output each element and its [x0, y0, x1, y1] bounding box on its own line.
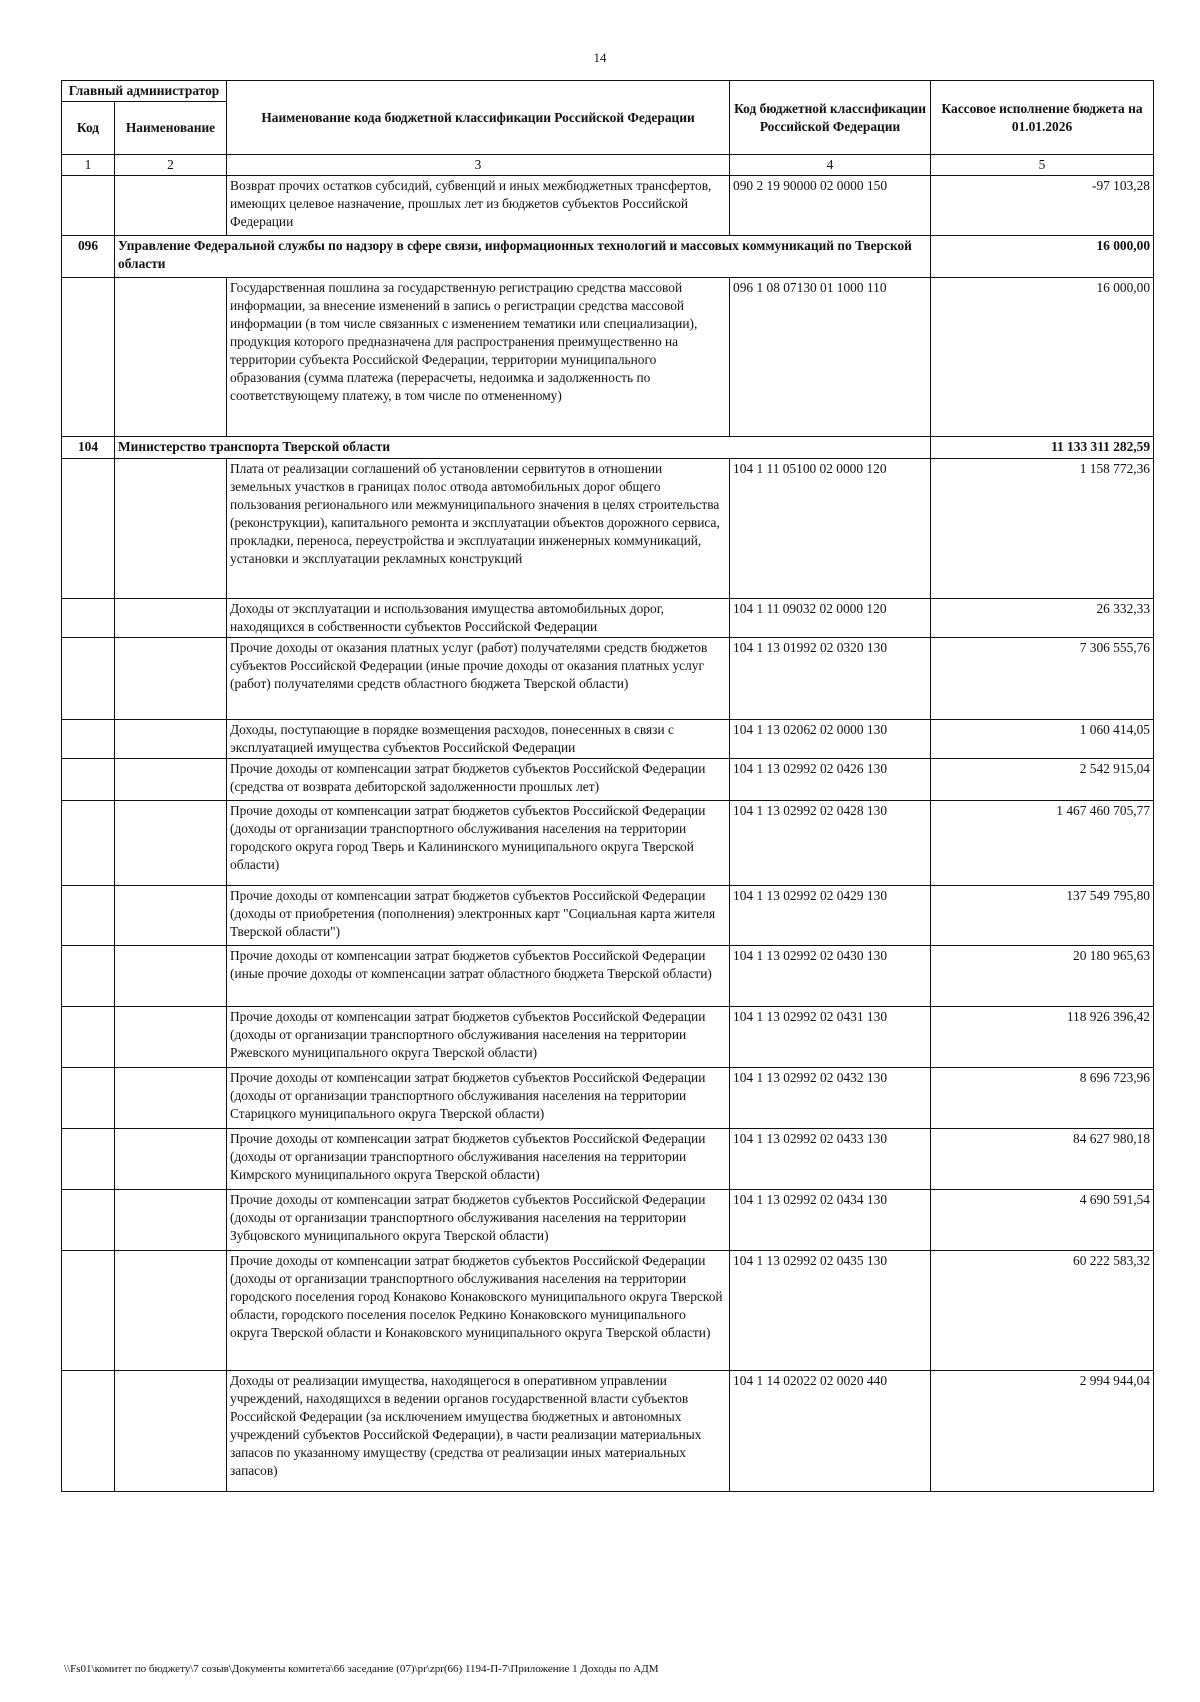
table-row	[62, 1251, 1154, 1371]
row-description: Прочие доходы от компенсации затрат бюджетов субъектов Российской Федерации (доходы от организации транспортного обслуживания населения на территории Зубцовского муниципального округа Тверской области)	[227, 1190, 730, 1251]
row-amount: 7 306 555,76	[931, 638, 1154, 720]
row-kbk: 104 1 13 02992 02 0433 130	[730, 1129, 931, 1190]
admin-code: 096	[62, 236, 115, 278]
admin-amount: 16 000,00	[931, 236, 1154, 278]
row-description: Прочие доходы от компенсации затрат бюджетов субъектов Российской Федерации (доходы от организации транспортного обслуживания населения на территории городского поселения город Конаково Конаковского муниципального округа Тверской области, городского поселения поселок Редкино Конаковского муниципального округа Тверской области и Конаковского муниципального округа Тверской области)	[227, 1251, 730, 1371]
row-description: Доходы от эксплуатации и использования имущества автомобильных дорог, находящихся в собственности субъектов Российской Федерации	[227, 599, 730, 638]
row-kbk: 104 1 13 02992 02 0434 130	[730, 1190, 931, 1251]
row-amount: 16 000,00	[931, 278, 1154, 437]
header-name: Наименование	[115, 102, 227, 155]
column-number: 1	[62, 155, 115, 176]
table-row	[62, 1371, 1154, 1492]
row-description: Прочие доходы от компенсации затрат бюджетов субъектов Российской Федерации (доходы от организации транспортного обслуживания населения на территории городского округа город Тверь и Калининского муниципального округа Тверской области)	[227, 801, 730, 886]
row-amount: 2 994 944,04	[931, 1371, 1154, 1492]
row-amount: 137 549 795,80	[931, 886, 1154, 946]
header-code: Код	[62, 102, 115, 155]
row-amount: 84 627 980,18	[931, 1129, 1154, 1190]
row-amount: 26 332,33	[931, 599, 1154, 638]
admin-name: Управление Федеральной службы по надзору в сфере связи, информационных технологий и массовых коммуникаций по Тверской области	[115, 236, 931, 278]
header-classification-name: Наименование кода бюджетной классификации Российской Федерации	[227, 81, 730, 155]
row-description: Прочие доходы от компенсации затрат бюджетов субъектов Российской Федерации (доходы от организации транспортного обслуживания населения на территории Старицкого муниципального округа Тверской области)	[227, 1068, 730, 1129]
admin-row	[62, 236, 1154, 278]
row-amount: 20 180 965,63	[931, 946, 1154, 1007]
row-kbk: 104 1 11 05100 02 0000 120	[730, 459, 931, 599]
table-row	[62, 176, 1154, 236]
row-amount: 2 542 915,04	[931, 759, 1154, 801]
footer-file-path: \\Fs01\комитет по бюджету\7 созыв\Документы комитета\66 заседание (07)\pr\zpr(66) 1194-П-7\Приложение 1 Доходы по АДМ	[64, 1663, 659, 1675]
row-kbk: 104 1 13 02992 02 0430 130	[730, 946, 931, 1007]
row-amount: 8 696 723,96	[931, 1068, 1154, 1129]
table-row	[62, 759, 1154, 801]
row-description: Прочие доходы от компенсации затрат бюджетов субъектов Российской Федерации (иные прочие доходы от компенсации затрат областного бюджета Тверской области)	[227, 946, 730, 1007]
table-row	[62, 638, 1154, 720]
row-kbk: 104 1 13 02992 02 0426 130	[730, 759, 931, 801]
row-amount: 4 690 591,54	[931, 1190, 1154, 1251]
row-kbk: 104 1 13 02062 02 0000 130	[730, 720, 931, 759]
table-row	[62, 1007, 1154, 1068]
row-description: Доходы, поступающие в порядке возмещения расходов, понесенных в связи с эксплуатацией имущества субъектов Российской Федерации	[227, 720, 730, 759]
row-amount: 60 222 583,32	[931, 1251, 1154, 1371]
table-row	[62, 1190, 1154, 1251]
row-kbk: 104 1 13 01992 02 0320 130	[730, 638, 931, 720]
table-row	[62, 459, 1154, 599]
row-amount: 1 158 772,36	[931, 459, 1154, 599]
row-kbk: 104 1 13 02992 02 0431 130	[730, 1007, 931, 1068]
column-number: 2	[115, 155, 227, 176]
admin-name: Министерство транспорта Тверской области	[115, 437, 931, 459]
row-amount: 1 467 460 705,77	[931, 801, 1154, 886]
row-description: Государственная пошлина за государственную регистрацию средства массовой информации, за внесение изменений в запись о регистрации средства массовой информации (в том числе связанных с изменением тематики или специализации), продукция которого предназначена для распространения преимущественно на территории субъекта Российской Федерации, территории муниципального образования (сумма платежа (перерасчеты, недоимка и задолженность по соответствующему платежу, в том числе по отмененному)	[227, 278, 730, 437]
budget-table	[61, 80, 1154, 1492]
row-kbk: 104 1 14 02022 02 0020 440	[730, 1371, 931, 1492]
admin-row	[62, 437, 1154, 459]
row-description: Плата от реализации соглашений об установлении сервитутов в отношении земельных участков в границах полос отвода автомобильных дорог общего пользования регионального или межмуниципального значения в целях строительства (реконструкции), капитального ремонта и эксплуатации объектов дорожного сервиса, прокладки, переноса, переустройства и эксплуатации инженерных коммуникаций, установки и эксплуатации рекламных конструкций	[227, 459, 730, 599]
admin-amount: 11 133 311 282,59	[931, 437, 1154, 459]
header-kbk: Код бюджетной классификации Российской Федерации	[730, 81, 931, 155]
table-row	[62, 278, 1154, 437]
row-description: Прочие доходы от компенсации затрат бюджетов субъектов Российской Федерации (доходы от приобретения (пополнения) электронных карт "Социальная карта жителя Тверской области")	[227, 886, 730, 946]
table-row	[62, 946, 1154, 1007]
row-kbk: 104 1 13 02992 02 0429 130	[730, 886, 931, 946]
row-description: Возврат прочих остатков субсидий, субвенций и иных межбюджетных трансфертов, имеющих целевое назначение, прошлых лет из бюджетов субъектов Российской Федерации	[227, 176, 730, 236]
header-execution: Кассовое исполнение бюджета на 01.01.2026	[931, 81, 1154, 155]
table-row	[62, 801, 1154, 886]
column-number: 3	[227, 155, 730, 176]
page-number: 14	[593, 50, 607, 65]
row-amount: -97 103,28	[931, 176, 1154, 236]
row-kbk: 104 1 11 09032 02 0000 120	[730, 599, 931, 638]
header-main-admin: Главный администратор	[62, 81, 227, 102]
row-kbk: 104 1 13 02992 02 0432 130	[730, 1068, 931, 1129]
row-description: Прочие доходы от оказания платных услуг (работ) получателями средств бюджетов субъектов Российской Федерации (иные прочие доходы от оказания платных услуг (работ) получателями средств областного бюджета Тверской области)	[227, 638, 730, 720]
row-amount: 118 926 396,42	[931, 1007, 1154, 1068]
table-row	[62, 599, 1154, 638]
table-row	[62, 1129, 1154, 1190]
row-description: Прочие доходы от компенсации затрат бюджетов субъектов Российской Федерации (средства от возврата дебиторской задолженности прошлых лет)	[227, 759, 730, 801]
row-kbk: 104 1 13 02992 02 0435 130	[730, 1251, 931, 1371]
row-kbk: 090 2 19 90000 02 0000 150	[730, 176, 931, 236]
table-row	[62, 1068, 1154, 1129]
row-kbk: 096 1 08 07130 01 1000 110	[730, 278, 931, 437]
row-description: Прочие доходы от компенсации затрат бюджетов субъектов Российской Федерации (доходы от организации транспортного обслуживания населения на территории Ржевского муниципального округа Тверской области)	[227, 1007, 730, 1068]
table-row	[62, 720, 1154, 759]
row-description: Доходы от реализации имущества, находящегося в оперативном управлении учреждений, находящихся в ведении органов государственной власти субъектов Российской Федерации (за исключением имущества бюджетных и автономных учреждений субъектов Российской Федерации), в части реализации материальных запасов по указанному имуществу (средства от реализации иных материальных запасов)	[227, 1371, 730, 1492]
row-description: Прочие доходы от компенсации затрат бюджетов субъектов Российской Федерации (доходы от организации транспортного обслуживания населения на территории Кимрского муниципального округа Тверской области)	[227, 1129, 730, 1190]
column-number: 5	[931, 155, 1154, 176]
row-amount: 1 060 414,05	[931, 720, 1154, 759]
admin-code: 104	[62, 437, 115, 459]
column-number: 4	[730, 155, 931, 176]
table-row	[62, 886, 1154, 946]
row-kbk: 104 1 13 02992 02 0428 130	[730, 801, 931, 886]
